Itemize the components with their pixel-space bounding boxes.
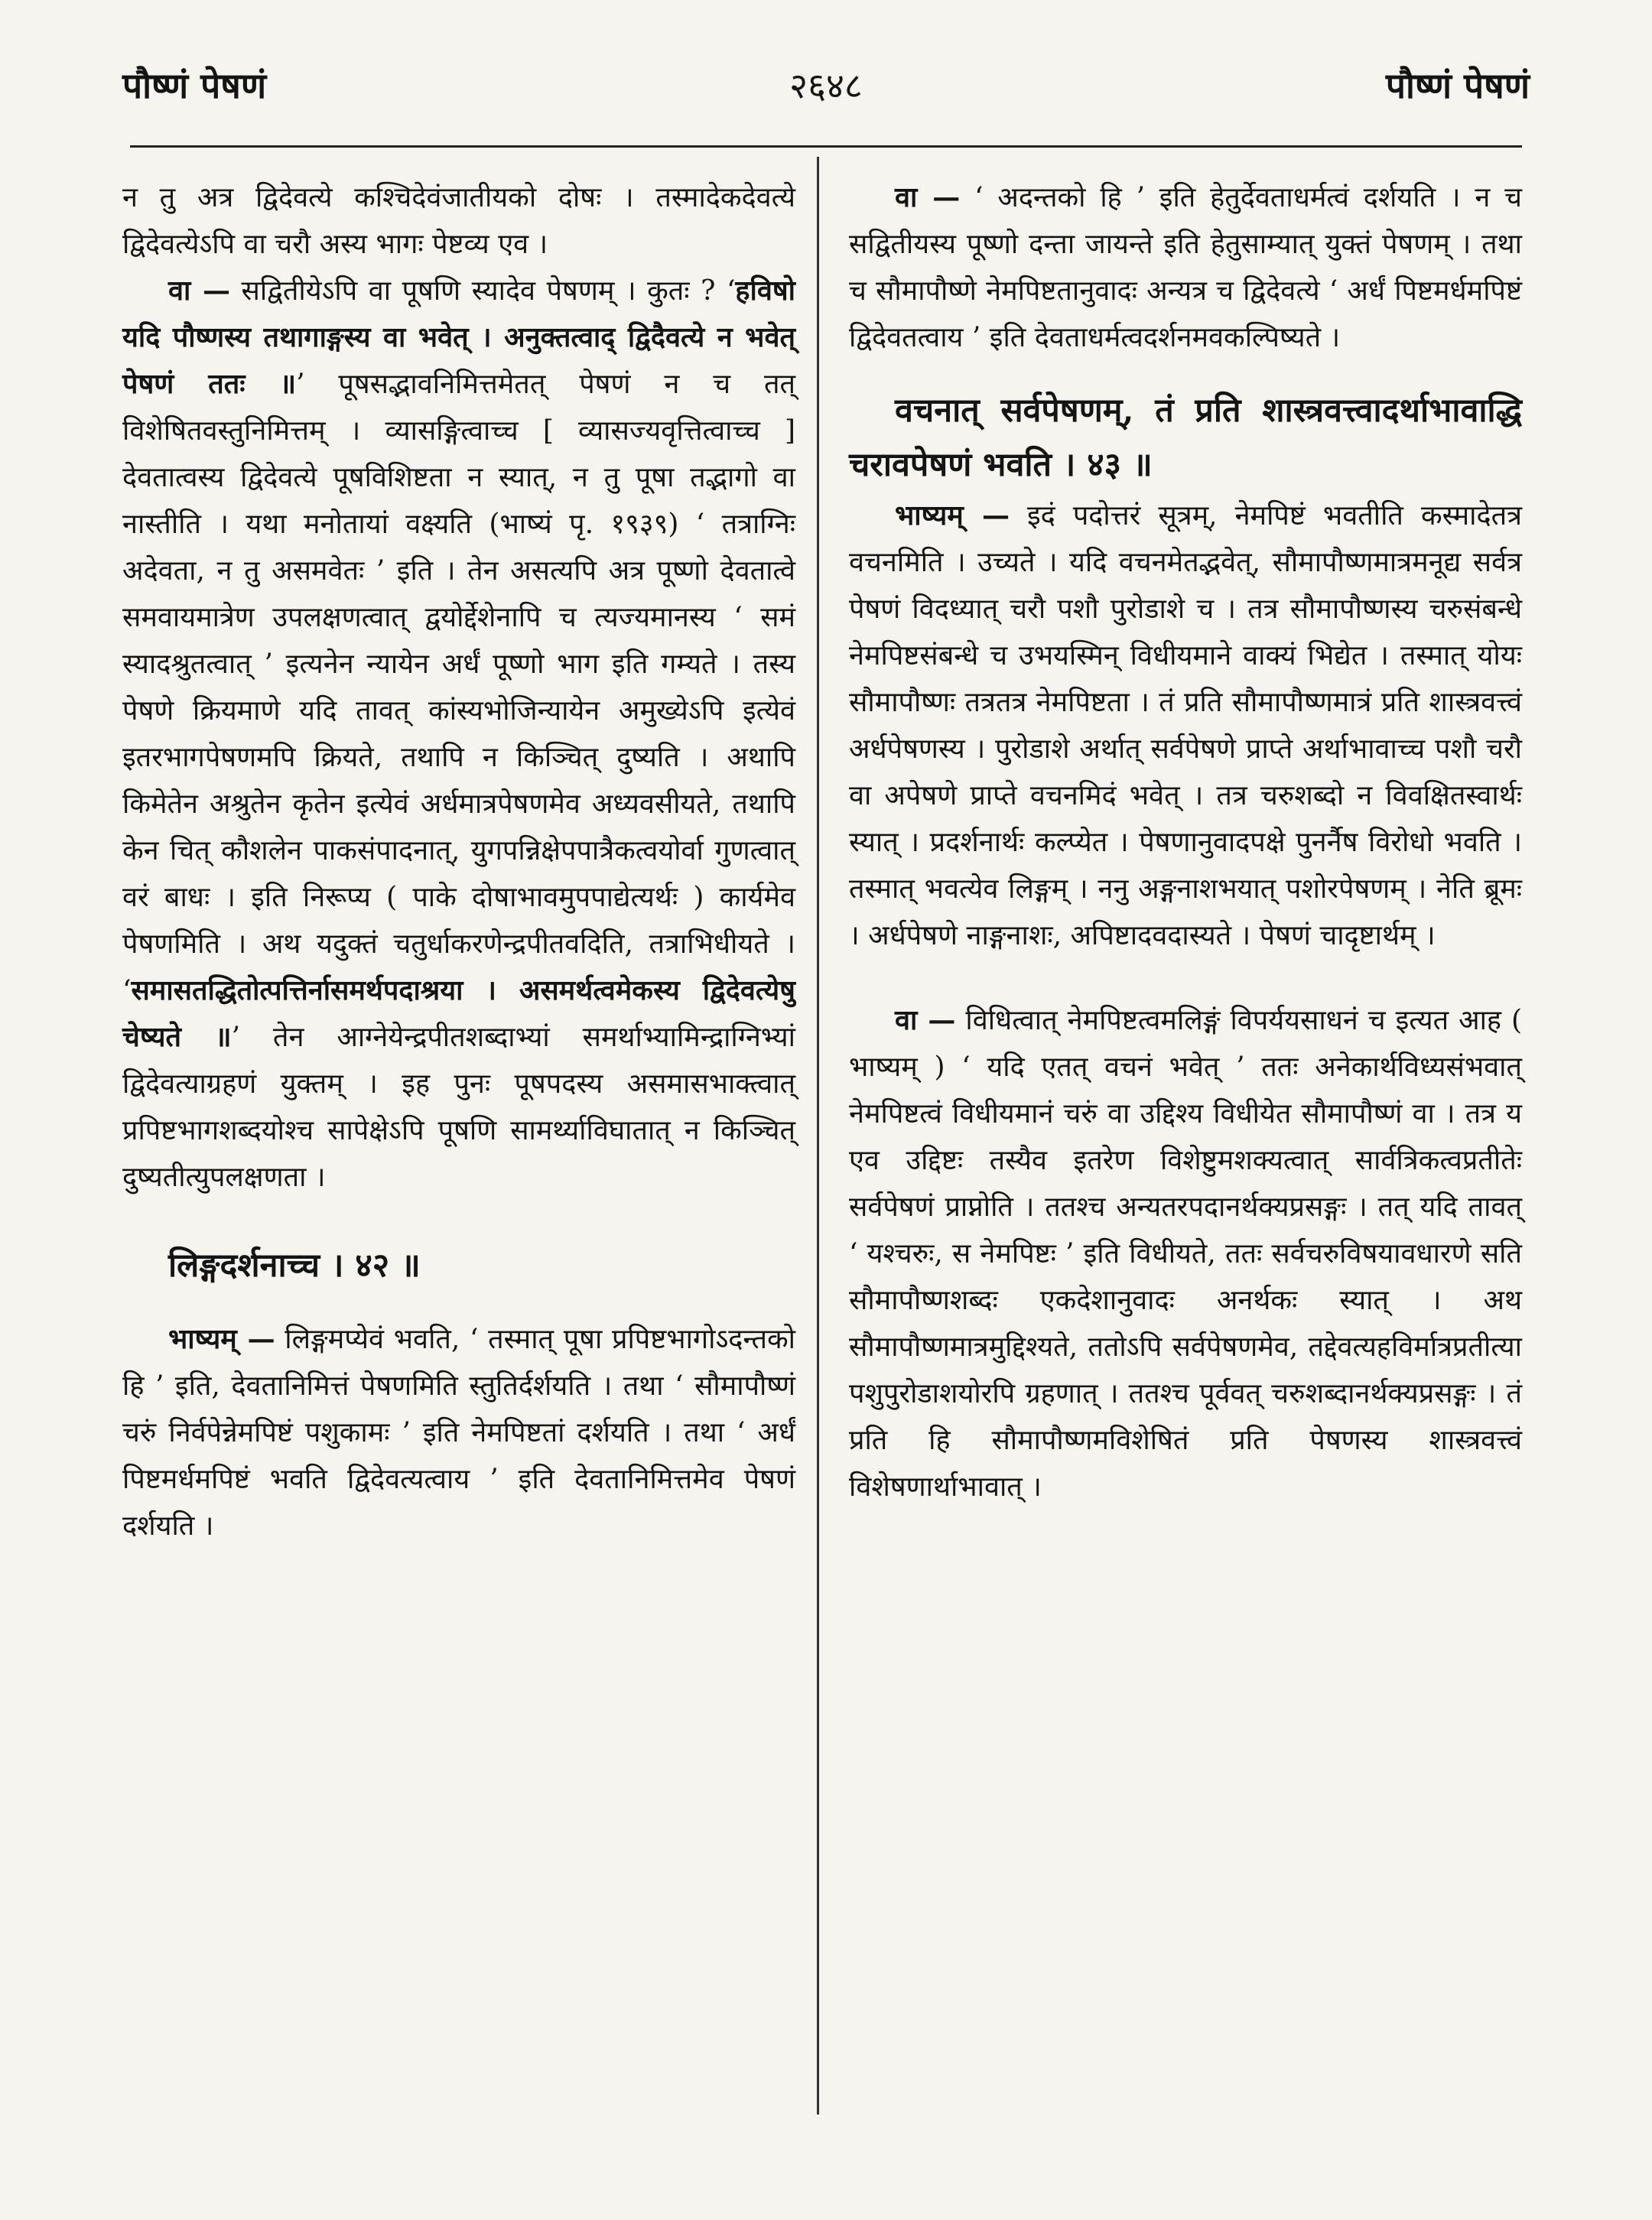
right-paragraph-2	[849, 492, 1522, 959]
left-p3-text: लिङ्गमप्येवं भवति, ‘ तस्मात् पूषा प्रपिष्टभागोऽदन्तको हि ’ इति, देवतानिमित्तं पेषणमिति स्तुतिर्दर्शयति । तथा ‘ सौमापौष्णं चरुं निर्वपेन्नेमपिष्टं पशुकामः ’ इति नेमपिष्टतां दर्शयति । तथा ‘ अर्धं पिष्टमर्धमपिष्टं भवति द्विदेवत्यत्वाय ’ इति देवतानिमित्तमेव पेषणं दर्शयति ।	[122, 1324, 795, 1542]
sutra-42: लिङ्गदर्शनाच्च । ४२ ॥	[168, 1247, 421, 1285]
vartika-label: वा —	[168, 275, 230, 307]
left-column	[122, 174, 795, 1549]
right-paragraph-3	[849, 997, 1522, 1510]
left-p2-text-b: ’ पूषसद्भावनिमित्तमेतत् पेषणं न च तत् विशेषितवस्तुनिमित्तम् । व्यासङ्गित्वाच्च [ व्यासज्यवृत्तित्वाच्च ] देवतात्वस्य द्विदेवत्ये पूषविशिष्टता न स्यात्, न तु पूषा तद्भागो वा नास्तीति । यथा मनोतायां वक्ष्यति (भाष्यं पृ. १९३९) ‘ तत्राग्निः अदेवता, न तु असमवेतः ’ इति । तेन असत्यपि अत्र पूष्णो देवतात्वे समवायमात्रेण उपलक्षणत्वात् द्वयोर्द्देशेनापि च त्यज्यमानस्य ‘ समं स्यादश्रुतत्वात् ’ इत्यनेन न्यायेन अर्धं पूष्णो भाग इति गम्यते । तस्य पेषणे क्रियमाणे यदि तावत् कांस्यभोजिन्यायेन अमुख्येऽपि इत्येवं इतरभागपेषणमपि क्रियते, तथापि न किञ्चित् दुष्यति । अथापि किमेतेन अश्रुतेन कृतेन इत्येवं अर्धमात्रपेषणमेव अध्यवसीयते, तथापि केन चित् कौशलेन पाकसंपादनात्, युगपन्निक्षेपपात्रैकत्वयोर्वा गुणत्वात् वरं बाधः । इति निरूप्य ( पाके दोषाभावमुपपाद्येत्यर्थः ) कार्यमेव पेषणमिति । अथ यदुक्तं चतुर्धाकरणेन्द्रपीतवदिति, तत्राभिधीयते । ‘	[122, 369, 795, 1006]
page-number: २६४८	[789, 65, 863, 106]
header-left-title: पौष्णं पेषणं	[122, 65, 267, 106]
left-p2-text-a: सद्वितीयेऽपि वा पूषणि स्यादेव पेषणम् । कुतः ? ‘	[241, 275, 736, 307]
header-rule	[130, 145, 1522, 148]
header-right-title: पौष्णं पेषणं	[1385, 65, 1530, 106]
left-p2-verse-2: समासतद्धितोत्पत्तिर्नासमर्थपदाश्रया । असमर्थत्वमेकस्य द्विदेवत्येषु चेष्यते ॥	[122, 974, 795, 1053]
left-p2-verse-1: हविषो यदि पौष्णस्य तथागाङ्गस्य वा भवेत् । अनुक्तत्वाद् द्विदैवत्ये न भवेत् पेषणं ततः ॥	[122, 275, 795, 400]
right-paragraph-1	[849, 174, 1522, 361]
right-column	[849, 174, 1522, 1510]
running-header	[122, 61, 1530, 130]
right-p2-text: इदं पदोत्तरं सूत्रम्, नेमपिष्टं भवतीति कस्मादेतत्र वचनमिति । उच्यते । यदि वचनमेतद्भवेत्, सौमापौष्णमात्रमनूद्य सर्वत्र पेषणं विदध्यात् चरौ पशौ पुरोडाशे च । तत्र सौमापौष्णस्य चरुसंबन्धे नेमपिष्टसंबन्धे च उभयस्मिन् विधीयमाने वाक्यं भिद्येत । तस्मात् योयः सौमापौष्णः तत्रतत्र नेमपिष्टता । तं प्रति सौमापौष्णमात्रं प्रति शास्त्रवत्त्वं अर्धपेषणस्य । पुरोडाशे अर्थात् सर्वपेषणे प्राप्ते अर्थाभावाच्च पशौ चरौ वा अपेषणे प्राप्ते वचनमिदं भवेत् । तत्र चरुशब्दो न विवक्षितस्वार्थः स्यात् । प्रदर्शनार्थः कल्प्येत । पेषणानुवादपक्षे पुनर्नैष विरोधो भवति । तस्मात् भवत्येव लिङ्गम् । ननु अङ्गनाशभयात् पशोरपेषणम् । नेति ब्रूमः । अर्धपेषणे नाङ्गनाशः, अपिष्टादवदास्यते । पेषणं चादृष्टार्थम् ।	[849, 500, 1522, 951]
vartika-label: वा —	[895, 1004, 956, 1036]
bhashya-label: भाष्यम् —	[895, 499, 1010, 531]
left-p2-text-c: ’ तेन आग्नेयेन्द्रपीतशब्दाभ्यां समर्थाभ्यामिन्द्राग्निभ्यां द्विदेवत्याग्रहणं युक्तम् । इह पुनः पूषपदस्य असमासभाक्त्वात् प्रपिष्टभागशब्दयोश्च सापेक्षेऽपि पूषणि सामर्थ्याविघातात् न किञ्चित् दुष्यतीत्युपलक्षणता ।	[122, 1022, 795, 1193]
bhashya-label: भाष्यम् —	[168, 1323, 275, 1355]
left-paragraph-2	[122, 268, 795, 1201]
right-p3-text: विधित्वात् नेमपिष्टत्वमलिङ्गं विपर्ययसाधनं च इत्यत आह ( भाष्यम् ) ‘ यदि एतत् वचनं भवेत् ’ ततः अनेकार्थविध्यसंभवात् नेमपिष्टत्वं विधीयमानं चरुं वा उद्दिश्य विधीयेत सौमापौष्णं वा । तत्र य एव उद्दिष्टः तस्यैव इतरेण विशेष्टुमशक्यत्वात् सार्वत्रिकत्वप्रतीतेः सर्वपेषणं प्राप्नोति । ततश्च अन्यतरपदानर्थक्यप्रसङ्गः । तत् यदि तावत् ‘ यश्चरुः, स नेमपिष्टः ’ इति विधीयते, ततः सर्वचरुविषयावधारणे सति सौमापौष्णशब्दः एकदेशानुवादः अनर्थकः स्यात् । अथ सौमापौष्णमात्रमुद्दिश्यते, ततोऽपि सर्वपेषणमेव, तद्देवत्यहविर्मात्रप्रतीत्या पशुपुरोडाशयोरपि ग्रहणात् । ततश्च पूर्ववत् चरुशब्दानर्थक्यप्रसङ्गः । तं प्रति हि सौमापौष्णमविशेषितं प्रति पेषणस्य शास्त्रवत्त्वं विशेषणार्थाभावात् ।	[849, 1005, 1522, 1503]
vartika-label: वा —	[895, 181, 961, 213]
left-paragraph-3	[122, 1316, 795, 1549]
left-paragraph-1: न तु अत्र द्विदेवत्ये कश्चिदेवंजातीयको दोषः । तस्मादेकदेवत्ये द्विदेवत्येऽपि वा चरौ अस्य भागः पेष्टव्य एव ।	[122, 182, 795, 260]
column-divider	[817, 157, 819, 2114]
right-p1-text: ‘ अदन्तको हि ’ इति हेतुर्देवताधर्मत्वं दर्शयति । न च सद्वितीयस्य पूष्णो दन्ता जायन्ते इति हेतुसाम्यात् युक्तं पेषणम् । तथा च सौमापौष्णे नेमपिष्टतानुवादः अन्यत्र च द्विदेवत्ये ‘ अर्धं पिष्टमर्धमपिष्टं द्विदेवतत्वाय ’ इति देवताधर्मत्वदर्शनमवकल्पिष्यते ।	[849, 182, 1522, 353]
sutra-43: वचनात् सर्वपेषणम्, तं प्रति शास्त्रवत्त्वादर्थाभावाद्धि चरावपेषणं भवति । ४३ ॥	[849, 392, 1522, 484]
